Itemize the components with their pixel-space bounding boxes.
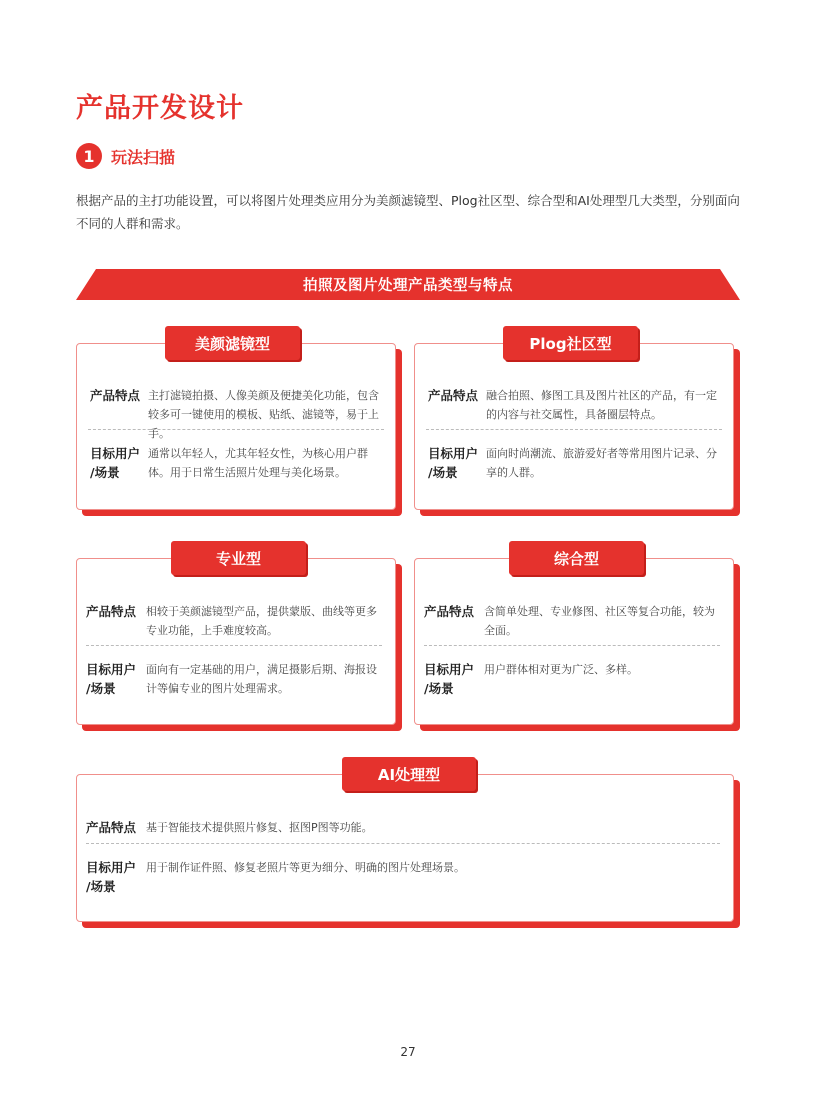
divider: [86, 645, 382, 646]
banner-title: 拍照及图片处理产品类型与特点: [303, 278, 513, 294]
page-number: 27: [400, 1045, 416, 1059]
users-label-line1: 目标用户: [86, 860, 137, 875]
section-label: 玩法扫描: [111, 147, 176, 167]
card-body: [76, 558, 396, 725]
card-tag: 综合型: [509, 541, 644, 575]
users-text: 用户群体相对更为广泛、多样。: [484, 663, 638, 676]
divider: [424, 645, 720, 646]
feature-text: 基于智能技术提供照片修复、抠图P图等功能。: [146, 821, 373, 834]
card-body: [414, 558, 734, 725]
users-text: 面向有一定基础的用户，满足摄影后期、海报设计等偏专业的图片处理需求。: [146, 663, 377, 695]
card-body: [414, 343, 734, 510]
users-label-line2: /场景: [86, 681, 116, 696]
users-label-line1: 目标用户: [424, 662, 475, 677]
divider: [86, 843, 720, 844]
users-row: [424, 660, 724, 698]
divider: [88, 429, 384, 430]
feature-label: 产品特点: [90, 388, 141, 403]
feature-label: 产品特点: [424, 604, 475, 619]
users-label-line1: 目标用户: [90, 446, 141, 461]
feature-text: 融合拍照、修图工具及图片社区的产品，有一定的内容与社交属性，具备圈层特点。: [486, 389, 717, 421]
feature-text: 相较于美颜滤镜型产品，提供蒙版、曲线等更多专业功能，上手难度较高。: [146, 605, 377, 637]
users-label: [428, 444, 486, 482]
users-label: [86, 660, 146, 698]
users-label-line2: /场景: [424, 681, 454, 696]
page-title: 产品开发设计: [76, 93, 244, 124]
card-body: [76, 774, 734, 922]
category-banner: [76, 269, 740, 300]
users-text: 用于制作证件照、修复老照片等更为细分、明确的图片处理场景。: [146, 861, 465, 874]
users-label-line2: /场景: [428, 465, 458, 480]
section-number-badge: 1: [76, 143, 102, 169]
users-label-line2: /场景: [90, 465, 120, 480]
users-row: [86, 660, 386, 698]
users-label: [86, 858, 146, 896]
divider: [426, 429, 722, 430]
feature-label: 产品特点: [86, 820, 137, 835]
users-row: [428, 444, 724, 482]
card-tag: 专业型: [171, 541, 306, 575]
users-text: 面向时尚潮流、旅游爱好者等常用图片记录、分享的人群。: [486, 447, 717, 479]
users-row: [90, 444, 386, 482]
feature-text: 含简单处理、专业修图、社区等复合功能，较为全面。: [484, 605, 715, 637]
feature-label: 产品特点: [86, 604, 137, 619]
users-text: 通常以年轻人，尤其年轻女性，为核心用户群体。用于日常生活照片处理与美化场景。: [148, 447, 368, 479]
card-tag: Plog社区型: [503, 326, 638, 360]
users-row: [86, 858, 716, 896]
users-label: [424, 660, 484, 698]
users-label-line2: /场景: [86, 879, 116, 894]
section-heading: [76, 142, 175, 170]
feature-row: [424, 602, 724, 640]
card-tag: AI处理型: [342, 757, 476, 791]
feature-label: 产品特点: [428, 388, 479, 403]
users-label-line1: 目标用户: [86, 662, 137, 677]
users-label-line1: 目标用户: [428, 446, 479, 461]
users-label: [90, 444, 148, 482]
card-tag: 美颜滤镜型: [165, 326, 300, 360]
feature-text: 主打滤镜拍摄、人像美颜及便捷美化功能，包含较多可一键使用的模板、贴纸、滤镜等，易于上手。: [148, 389, 379, 440]
feature-row: [86, 602, 386, 640]
feature-row: [90, 386, 386, 443]
intro-paragraph: 根据产品的主打功能设置，可以将图片处理类应用分为美颜滤镜型、Plog社区型、综合型和AI处理型几大类型，分别面向不同的人群和需求。: [76, 193, 740, 231]
feature-row: [86, 818, 716, 837]
feature-row: [428, 386, 724, 424]
